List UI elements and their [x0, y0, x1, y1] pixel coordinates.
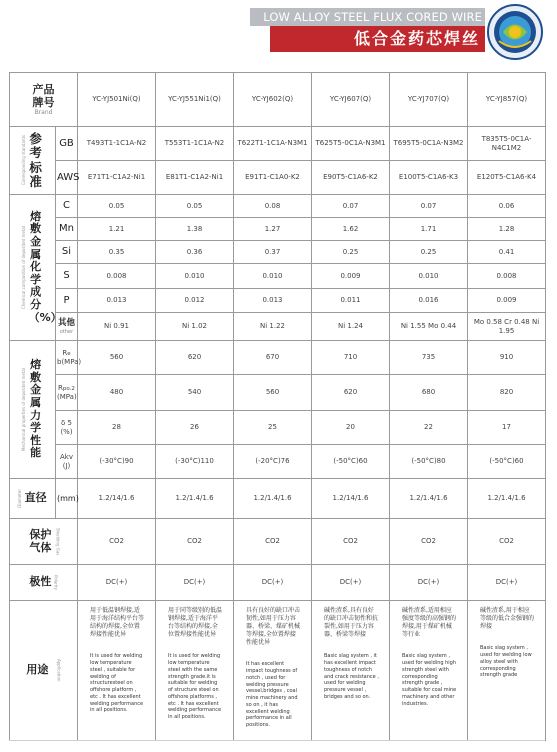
mech-value: 20	[312, 411, 390, 445]
mech-value: (-20°C)76	[234, 445, 312, 479]
mech-value: 22	[390, 411, 468, 445]
element-label: C	[56, 195, 78, 218]
gb-value: T695T5-0C1A-N3M2	[390, 127, 468, 161]
chemistry-group-label: Chemical composition of deposited metal 熔敷金属化学成分（%）	[10, 195, 56, 341]
chem-value: 1.38	[156, 218, 234, 241]
product-name: YC-YJ501Ni(Q)	[78, 73, 156, 127]
gb-row	[10, 127, 546, 161]
aws-value: E81T1-C1A2-Ni1	[156, 161, 234, 195]
chem-value: 0.25	[312, 241, 390, 264]
product-name: YC-YJ602(Q)	[234, 73, 312, 127]
mech-value: 25	[234, 411, 312, 445]
element-label: Si	[56, 241, 78, 264]
gas-value: CO2	[468, 519, 546, 565]
gas-value: CO2	[78, 519, 156, 565]
gb-value: T835T5-0C1A-N4C1M2	[468, 127, 546, 161]
chem-value: 0.010	[156, 264, 234, 289]
chem-value: 1.27	[234, 218, 312, 241]
chem-value: 0.013	[78, 289, 156, 313]
element-label: S	[56, 264, 78, 289]
application-cell: 用于同等级别的低温钢焊接,适于海洋平台等结构的焊接,全位置焊接性能优异 It is used for welding low temperature steel with the same strength grade.it is suitable for welding of structure steel on offshore platforms , etc . It has excellent welding performance in all positions.	[156, 601, 234, 741]
application-cell: 碱性渣系,具有良好的缺口冲击韧性和抗裂性,如用于压力容器、桥梁等焊接 Basic slag system , it has excellent impact toughness of notch and crack resistance , used for welding pressure vessel , bridges and so on.	[312, 601, 390, 741]
mech-value: 680	[390, 375, 468, 411]
mech-value: 26	[156, 411, 234, 445]
application-cell: 碱性渣系,用于相应等级的低合金强钢的焊接 Basic slag system , used for welding low alloy steel with corresponding strength grade	[468, 601, 546, 741]
chem-row-si	[10, 241, 546, 264]
other-label: 其他 other	[56, 313, 78, 341]
chem-row-c	[10, 195, 546, 218]
mech-value: (-50°C)60	[312, 445, 390, 479]
gb-value: T493T1-1C1A-N2	[78, 127, 156, 161]
chem-value: 0.009	[312, 264, 390, 289]
chem-row-p	[10, 289, 546, 313]
chem-value: 0.008	[468, 264, 546, 289]
application-cell: 具有良好的缺口冲击韧性,如用于压力容器、桥梁、煤矿机械等焊接,全位置焊接性能优异 It has excellent impact toughness of notch , used for welding pressure vessel,bridges , coal mine machinery and so on , it has excellent welding performance in all positions.	[234, 601, 312, 741]
standards-group-label: Corresponding standards 参考标准	[10, 127, 56, 195]
aws-value: E71T1-C1A2-Ni1	[78, 161, 156, 195]
diameter-value: 1.2/1.4/1.6	[468, 479, 546, 519]
mech-value: 910	[468, 341, 546, 375]
chem-row-mn	[10, 218, 546, 241]
chem-value: 1.62	[312, 218, 390, 241]
chem-value: 0.010	[234, 264, 312, 289]
mech-value: 620	[312, 375, 390, 411]
chem-value: 0.25	[390, 241, 468, 264]
chem-value: 0.05	[156, 195, 234, 218]
diameter-unit: (mm)	[56, 479, 78, 519]
product-name: YC-YJ707(Q)	[390, 73, 468, 127]
diameter-value: 1.2/1.4/1.6	[390, 479, 468, 519]
mech-value: 820	[468, 375, 546, 411]
polarity-value: DC(+)	[312, 565, 390, 601]
chem-value: 0.08	[234, 195, 312, 218]
shielding-row	[10, 519, 546, 565]
chem-value: 0.35	[78, 241, 156, 264]
elongation-label: δ 5 (%)	[56, 411, 78, 445]
chem-value: 0.011	[312, 289, 390, 313]
chem-value: 0.05	[78, 195, 156, 218]
mech-value: 670	[234, 341, 312, 375]
mechanical-group-label: Mechanical properties of deposited metal 熔敷金属力学性能	[10, 341, 56, 479]
diameter-value: 1.2/14/1.6	[312, 479, 390, 519]
diameter-value: 1.2/14/1.6	[78, 479, 156, 519]
mech-value: 560	[78, 341, 156, 375]
brand-row	[10, 73, 546, 127]
re-label: Re b(MPa)	[56, 341, 78, 375]
product-name: YC-YJ607(Q)	[312, 73, 390, 127]
rp-label: Rpo.2 (MPa)	[56, 375, 78, 411]
header	[0, 0, 557, 62]
gas-value: CO2	[234, 519, 312, 565]
mech-row-elong	[10, 411, 546, 445]
polarity-value: DC(+)	[156, 565, 234, 601]
chem-value: 0.009	[468, 289, 546, 313]
chem-value: 1.21	[78, 218, 156, 241]
polarity-value: DC(+)	[390, 565, 468, 601]
header-title-en: LOW ALLOY STEEL FLUX CORED WIRE	[263, 10, 482, 24]
chem-value: 0.07	[390, 195, 468, 218]
chem-value: Ni 1.02	[156, 313, 234, 341]
product-name: YC-YJ857(Q)	[468, 73, 546, 127]
mech-value: (-50°C)80	[390, 445, 468, 479]
chem-value: 0.06	[468, 195, 546, 218]
chem-value: Ni 1.55 Mo 0.44	[390, 313, 468, 341]
application-label: 用途 Application	[10, 601, 78, 741]
application-cell: 碱性渣系,适用相应强度等级的高强钢的焊接,用于煤矿机械等行业 Basic slag system , used for welding high strength steel with corresponding strength grade , suitable for coal mine machinery and other industries.	[390, 601, 468, 741]
mech-value: 480	[78, 375, 156, 411]
chem-value: 0.41	[468, 241, 546, 264]
gb-value: T625T5-0C1A-N3M1	[312, 127, 390, 161]
mech-value: (-50°C)60	[468, 445, 546, 479]
chem-value: Ni 1.24	[312, 313, 390, 341]
chem-value: 0.012	[156, 289, 234, 313]
product-name: YC-YJ551Ni1(Q)	[156, 73, 234, 127]
mech-value: 560	[234, 375, 312, 411]
chem-value: Mo 0.58 Cr 0.48 Ni 1.95	[468, 313, 546, 341]
gas-value: CO2	[156, 519, 234, 565]
mech-value: 17	[468, 411, 546, 445]
gb-label: GB	[56, 127, 78, 161]
akv-label: Akv (J)	[56, 445, 78, 479]
mech-value: 28	[78, 411, 156, 445]
chem-value: Ni 0.91	[78, 313, 156, 341]
chem-value: 0.013	[234, 289, 312, 313]
mech-row-rp	[10, 375, 546, 411]
application-cell: 用于低温钢焊接,适用于海洋结构平台等结构的焊接,全位置焊接性能优异 It is used for welding low temperature steel , suitable for welding of structuresteel on offshore platform , etc . It has excellent welding performance in all positions.	[78, 601, 156, 741]
chem-value: 0.016	[390, 289, 468, 313]
application-row	[10, 601, 546, 741]
mech-value: (-30°C)90	[78, 445, 156, 479]
chem-value: 0.37	[234, 241, 312, 264]
mech-value: 540	[156, 375, 234, 411]
diameter-value: 1.2/1.4/1.6	[156, 479, 234, 519]
polarity-value: DC(+)	[234, 565, 312, 601]
chem-value: 0.07	[312, 195, 390, 218]
polarity-row	[10, 565, 546, 601]
chem-value: 0.010	[390, 264, 468, 289]
element-label: Mn	[56, 218, 78, 241]
polarity-value: DC(+)	[468, 565, 546, 601]
element-label: P	[56, 289, 78, 313]
footer-divider	[9, 740, 545, 741]
chem-value: 1.71	[390, 218, 468, 241]
diameter-value: 1.2/1.4/1.6	[234, 479, 312, 519]
mech-value: (-30°C)110	[156, 445, 234, 479]
chem-row-other	[10, 313, 546, 341]
chem-row-s	[10, 264, 546, 289]
diameter-row	[10, 479, 546, 519]
aws-value: E90T5-C1A6-K2	[312, 161, 390, 195]
diameter-label: Diameter 直径	[10, 479, 56, 519]
chem-value: 1.28	[468, 218, 546, 241]
gas-value: CO2	[312, 519, 390, 565]
aws-row	[10, 161, 546, 195]
mech-row-akv	[10, 445, 546, 479]
chem-value: 0.36	[156, 241, 234, 264]
aws-label: AWS	[56, 161, 78, 195]
gb-value: T553T1-1C1A-N2	[156, 127, 234, 161]
polarity-label: 极性 Polarity	[10, 565, 78, 601]
brand-label: 产品牌号 Brand	[10, 73, 78, 127]
gas-value: CO2	[390, 519, 468, 565]
mech-row-re	[10, 341, 546, 375]
company-logo-icon	[486, 3, 544, 61]
mech-value: 620	[156, 341, 234, 375]
chem-value: 0.008	[78, 264, 156, 289]
aws-value: E120T5-C1A6-K4	[468, 161, 546, 195]
aws-value: E100T5-C1A6-K3	[390, 161, 468, 195]
chem-value: Ni 1.22	[234, 313, 312, 341]
polarity-value: DC(+)	[78, 565, 156, 601]
shielding-label: 保护气体 Shielding Gas	[10, 519, 78, 565]
header-title-cn: 低合金药芯焊丝	[353, 29, 480, 48]
aws-value: E91T1-C1A0-K2	[234, 161, 312, 195]
gb-value: T622T1-1C1A-N3M1	[234, 127, 312, 161]
mech-value: 710	[312, 341, 390, 375]
product-spec-table	[9, 72, 546, 741]
mech-value: 735	[390, 341, 468, 375]
